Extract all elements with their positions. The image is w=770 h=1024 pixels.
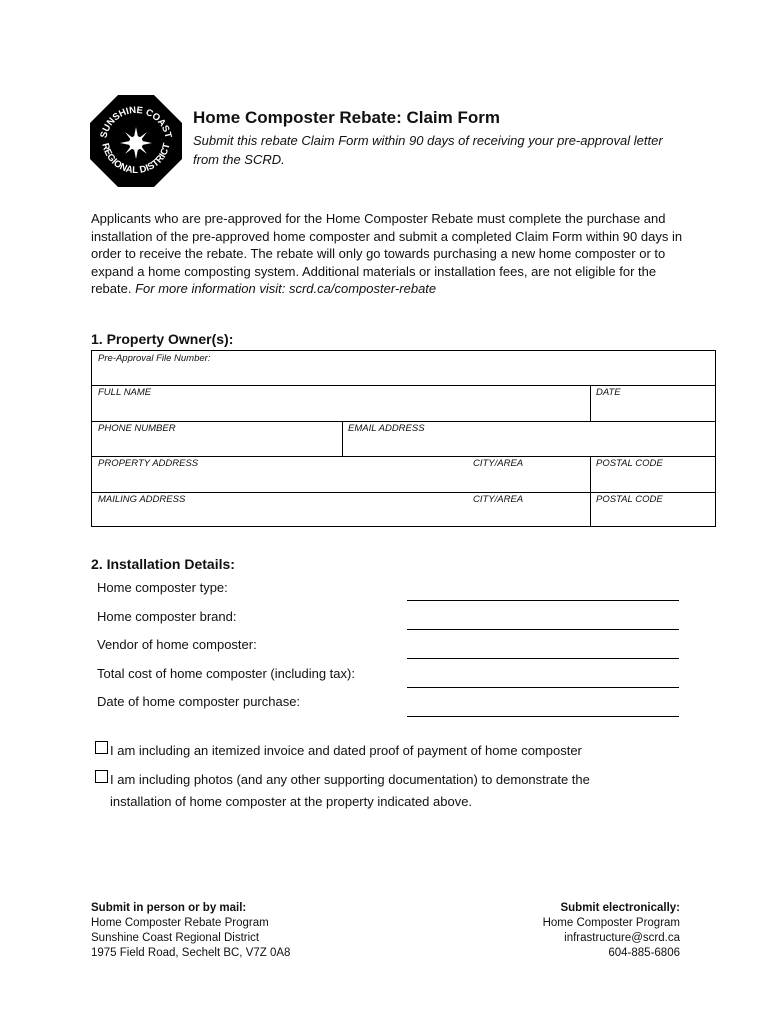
composter-brand-input[interactable] xyxy=(407,629,679,630)
property-address-label: PROPERTY ADDRESS xyxy=(98,458,199,469)
intro-paragraph xyxy=(91,210,691,298)
form-subtitle: Submit this rebate Claim Form within 90 days of receiving your pre-approval letter from the SCRD. xyxy=(193,133,663,167)
vendor-label: Vendor of home composter: xyxy=(97,637,257,652)
form-title: Home Composter Rebate: Claim Form xyxy=(193,108,500,127)
logo-text-top: SUNSHINE COAST xyxy=(98,104,174,140)
full-name-field[interactable] xyxy=(92,385,590,421)
composter-type-input[interactable] xyxy=(407,600,679,601)
mailing-city-label: CITY/AREA xyxy=(473,494,524,505)
property-postal-field[interactable] xyxy=(590,456,715,492)
logo-text-bottom: REGIONAL DISTRICT xyxy=(99,142,173,177)
property-postal-label: POSTAL CODE xyxy=(596,458,663,469)
footer-phone: 604-885-6806 xyxy=(608,947,680,959)
property-city-label: CITY/AREA xyxy=(473,458,524,469)
full-name-label: FULL NAME xyxy=(98,387,152,398)
footer-mail-line: Home Composter Rebate Program xyxy=(91,917,269,929)
footer-mail-block xyxy=(91,901,290,961)
footer-email-link[interactable]: infrastructure@scrd.ca xyxy=(564,932,680,944)
mailing-address-field[interactable] xyxy=(92,492,467,527)
mailing-address-label: MAILING ADDRESS xyxy=(98,494,186,505)
scrd-logo xyxy=(88,93,184,189)
property-owner-table xyxy=(91,350,716,527)
vendor-input[interactable] xyxy=(407,658,679,659)
footer-electronic-line: Home Composter Program xyxy=(542,917,680,929)
section-installation-heading: 2. Installation Details: xyxy=(91,556,235,572)
date-field[interactable] xyxy=(590,385,715,421)
more-info-link[interactable]: For more information visit: scrd.ca/composter-rebate xyxy=(135,281,437,296)
mailing-postal-field[interactable] xyxy=(590,492,715,527)
invoice-checkbox-label: I am including an itemized invoice and dated proof of payment of home composter xyxy=(110,743,582,758)
email-label: EMAIL ADDRESS xyxy=(348,423,425,434)
phone-label: PHONE NUMBER xyxy=(98,423,176,434)
purchase-date-label: Date of home composter purchase: xyxy=(97,694,301,709)
composter-brand-label: Home composter brand: xyxy=(97,609,237,624)
preapproval-label: Pre-Approval File Number: xyxy=(98,353,211,364)
footer-mail-line: Sunshine Coast Regional District xyxy=(91,932,260,944)
invoice-checkbox[interactable] xyxy=(95,741,108,754)
footer-electronic-block xyxy=(543,901,680,961)
date-label: DATE xyxy=(596,387,621,398)
property-address-field[interactable] xyxy=(92,456,467,492)
total-cost-label: Total cost of home composter (including tax): xyxy=(97,666,355,681)
intro-text: Applicants who are pre-approved for the Home Composter Rebate must complete the purchase and installation of the pre-approved home composter and submit a completed Claim Form within 90 days in order to receive the rebate. The rebate will only go towards purchasing a new home composter or to expand a home composting system. Additional materials or installation fees, are not eligible for the rebate. xyxy=(91,211,683,296)
footer-mail-heading: Submit in person or by mail: xyxy=(91,902,247,914)
section-property-owners-heading: 1. Property Owner(s): xyxy=(91,331,234,347)
purchase-date-input[interactable] xyxy=(407,716,679,717)
composter-type-label: Home composter type: xyxy=(97,580,228,595)
photos-checkbox-label-cont: installation of home composter at the property indicated above. xyxy=(110,794,473,809)
footer-electronic-heading: Submit electronically: xyxy=(560,902,680,914)
footer-mail-line: 1975 Field Road, Sechelt BC, V7Z 0A8 xyxy=(91,947,291,959)
total-cost-input[interactable] xyxy=(407,687,679,688)
preapproval-field[interactable] xyxy=(92,351,715,385)
photos-checkbox[interactable] xyxy=(95,770,108,783)
property-city-field[interactable] xyxy=(467,456,590,492)
mailing-postal-label: POSTAL CODE xyxy=(596,494,663,505)
photos-checkbox-label: I am including photos (and any other supporting documentation) to demonstrate the xyxy=(110,772,590,787)
mailing-city-field[interactable] xyxy=(467,492,590,527)
email-field[interactable] xyxy=(342,421,715,456)
phone-field[interactable] xyxy=(92,421,342,456)
